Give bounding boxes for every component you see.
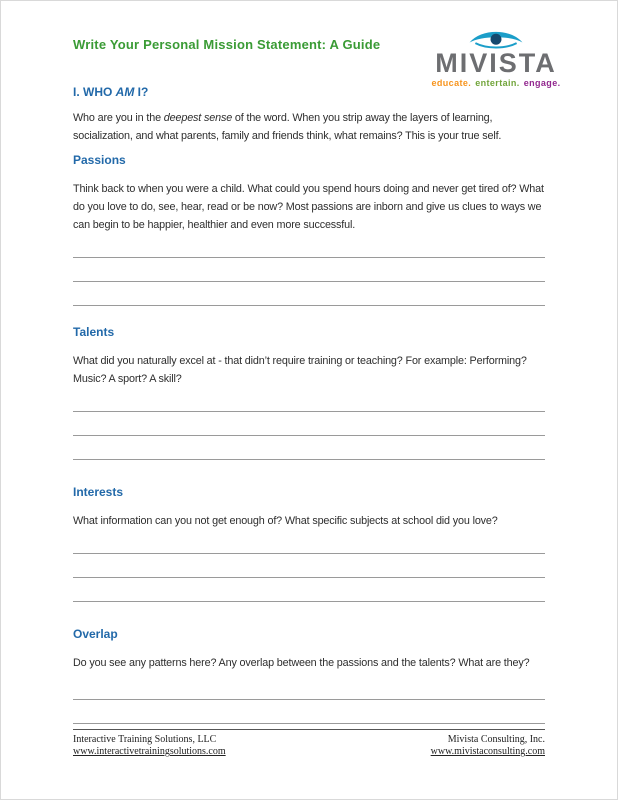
footer-right <box>431 734 545 758</box>
footer-org-mivista: Mivista Consulting, Inc. <box>447 734 545 745</box>
section-heading-passions: Passions <box>73 153 126 167</box>
section-talents <box>73 325 545 460</box>
footer-link-interactive-training[interactable]: www.interactivetrainingsolutions.com <box>73 746 226 757</box>
writing-lines-talents <box>73 388 545 460</box>
writing-line <box>73 258 545 282</box>
page-footer <box>73 729 545 758</box>
section-overlap <box>73 627 545 724</box>
writing-lines-overlap <box>73 676 545 724</box>
logo-wordmark: MIVISTA <box>435 48 557 78</box>
footer-org-interactive-training: Interactive Training Solutions, LLC <box>73 734 217 745</box>
writing-line <box>73 530 545 554</box>
section-body-overlap: Do you see any patterns here? Any overlap between the passions and the talents? What are they? <box>73 657 530 669</box>
section-heading-talents: Talents <box>73 325 115 339</box>
section-body-passions: Think back to when you were a child. What could you spend hours doing and never get tired of? What do you love to do, see, hear, read or be now? Most passions are inborn and give us clues to ways we can begin to be happier, healthier and even more successful. <box>73 183 544 231</box>
writing-line <box>73 554 545 578</box>
mivista-logo <box>411 25 581 88</box>
document-content <box>1 1 617 724</box>
section-body-talents: What did you naturally excel at - that didn’t require training or teaching? For example: Performing? Music? A sport? A skill? <box>73 355 527 385</box>
intro-paragraph <box>73 109 545 145</box>
intro-text-part: of the word. When you strip away the layers of learning, socialization, and what parents, family and friends think, what remains? This is your true self. <box>73 112 502 142</box>
logo-tagline-entertain: entertain. <box>475 78 520 88</box>
section-heading-overlap: Overlap <box>73 627 118 641</box>
writing-line <box>73 388 545 412</box>
writing-line <box>73 234 545 258</box>
writing-line <box>73 282 545 306</box>
logo-tagline <box>411 78 581 88</box>
footer-link-mivista[interactable]: www.mivistaconsulting.com <box>430 746 545 757</box>
writing-line <box>73 436 545 460</box>
writing-line <box>73 578 545 602</box>
section-heading-interests: Interests <box>73 485 124 499</box>
footer-left <box>73 734 226 758</box>
heading-text-part: I. WHO <box>73 85 116 99</box>
writing-lines-interests <box>73 530 545 602</box>
heading-text-part: I? <box>134 85 149 99</box>
section-body-interests: What information can you not get enough of? What specific subjects at school did you love? <box>73 515 498 527</box>
heading-text-italic: AM <box>115 85 135 99</box>
intro-text-part: Who are you in the <box>73 112 164 124</box>
intro-text-italic: deepest sense <box>163 112 233 124</box>
section-interests <box>73 485 545 602</box>
document-title: Write Your Personal Mission Statement: A Guide <box>73 37 381 52</box>
logo-tagline-engage: engage. <box>523 78 561 88</box>
writing-line <box>73 412 545 436</box>
writing-lines-passions <box>73 234 545 306</box>
writing-line <box>73 700 545 724</box>
writing-line <box>73 676 545 700</box>
section-passions <box>73 153 545 306</box>
logo-tagline-educate: educate. <box>431 78 472 88</box>
